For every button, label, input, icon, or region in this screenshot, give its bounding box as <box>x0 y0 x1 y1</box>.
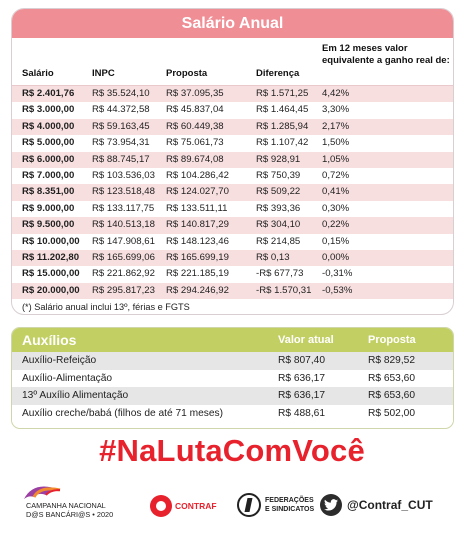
table-cell: R$ 37.095,35 <box>166 88 224 99</box>
table-row <box>12 250 453 266</box>
salary-table-card <box>11 8 454 315</box>
table-row <box>12 152 453 168</box>
twitter-icon <box>320 494 342 516</box>
table-cell: Auxílio-Refeição <box>22 355 97 366</box>
table-cell: R$ 502,00 <box>368 407 416 419</box>
table-cell: 0,00% <box>322 251 350 263</box>
table-cell: 1,05% <box>322 153 350 165</box>
table-cell: R$ 928,91 <box>256 153 301 165</box>
table-row <box>12 405 453 423</box>
table-cell: 0,22% <box>322 219 350 231</box>
salary-table-header <box>12 38 453 85</box>
table-cell: -0,53% <box>322 284 353 296</box>
table-cell: R$ 8.351,00 <box>22 186 75 198</box>
table-cell: R$ 9.500,00 <box>22 219 75 231</box>
table-cell: R$ 2.401,76 <box>22 88 75 99</box>
header-diferenca: Diferença <box>256 68 300 79</box>
umbrella-icon <box>20 482 70 502</box>
table-cell: R$ 123.518,48 <box>92 186 155 198</box>
table-row <box>12 168 453 184</box>
table-cell: R$ 9.000,00 <box>22 202 75 214</box>
table-cell: 0,15% <box>322 235 350 247</box>
table-cell: 0,41% <box>322 186 350 198</box>
table-cell: 0,72% <box>322 169 350 181</box>
table-cell: R$ 140.513,18 <box>92 219 155 231</box>
table-cell: 4,42% <box>322 88 350 99</box>
contraf-logo: CONTRAF <box>150 494 217 518</box>
salary-footnote: (*) Salário anual inclui 13º, férias e FGTS <box>22 302 190 313</box>
table-cell: R$ 165.699,19 <box>166 251 229 263</box>
campanha-logo <box>20 482 138 528</box>
table-row <box>12 102 453 118</box>
table-cell: R$ 148.123,46 <box>166 235 229 247</box>
table-cell: R$ 1.571,25 <box>256 88 309 99</box>
table-row <box>12 234 453 250</box>
hashtag-slogan: #NaLutaComVocê <box>99 433 365 468</box>
table-cell: -R$ 677,73 <box>256 268 304 280</box>
table-row <box>12 135 453 151</box>
table-cell: R$ 829,52 <box>368 355 416 366</box>
table-cell: R$ 0,13 <box>256 251 290 263</box>
table-cell: R$ 3.000,00 <box>22 104 75 116</box>
table-cell: R$ 6.000,00 <box>22 153 75 165</box>
table-cell: R$ 5.000,00 <box>22 137 75 149</box>
auxilios-table-body <box>12 352 453 422</box>
table-cell: 3,30% <box>322 104 350 116</box>
header-proposta: Proposta <box>368 334 416 346</box>
table-row <box>12 387 453 405</box>
table-cell: R$ 393,36 <box>256 202 301 214</box>
federacoes-logo: FEDERAÇÕES E SINDICATOS <box>237 493 314 517</box>
table-cell: R$ 214,85 <box>256 235 301 247</box>
table-cell: Auxílio creche/babá (filhos de até 71 meses) <box>22 407 224 419</box>
table-cell: 0,30% <box>322 202 350 214</box>
salary-table-body <box>12 85 453 299</box>
header-inpc: INPC <box>92 68 115 79</box>
table-cell: R$ 35.524,10 <box>92 88 150 99</box>
table-cell: 1,50% <box>322 137 350 149</box>
table-cell: R$ 221.862,92 <box>92 268 155 280</box>
table-cell: R$ 7.000,00 <box>22 169 75 181</box>
auxilios-title: Auxílios <box>22 332 77 348</box>
table-cell: R$ 140.817,29 <box>166 219 229 231</box>
table-cell: R$ 133.117,75 <box>92 202 155 214</box>
table-cell: R$ 124.027,70 <box>166 186 229 198</box>
table-cell: R$ 653,60 <box>368 390 416 402</box>
table-cell: R$ 59.163,45 <box>92 120 150 132</box>
table-cell: R$ 636,17 <box>278 390 326 402</box>
table-cell: -R$ 1.570,31 <box>256 284 312 296</box>
auxilios-table-header <box>12 328 453 352</box>
federacoes-mark-icon <box>237 493 261 517</box>
table-cell: R$ 294.246,92 <box>166 284 229 296</box>
table-cell: 2,17% <box>322 120 350 132</box>
table-cell: R$ 73.954,31 <box>92 137 150 149</box>
table-cell: 13º Auxílio Alimentação <box>22 390 129 402</box>
table-cell: R$ 165.699,06 <box>92 251 155 263</box>
table-cell: R$ 304,10 <box>256 219 301 231</box>
twitter-handle[interactable]: @Contraf_CUT <box>320 494 433 516</box>
header-proposta: Proposta <box>166 68 208 79</box>
table-cell: R$ 20.000,00 <box>22 284 80 296</box>
table-cell: R$ 133.511,11 <box>166 202 228 214</box>
header-valor-atual: Valor atual <box>278 334 334 346</box>
table-cell: R$ 1.107,42 <box>256 137 309 149</box>
table-cell: R$ 104.286,42 <box>166 169 229 181</box>
table-cell: R$ 509,22 <box>256 186 301 198</box>
table-row <box>12 266 453 282</box>
table-cell: R$ 807,40 <box>278 355 326 366</box>
table-cell: R$ 88.745,17 <box>92 153 150 165</box>
table-cell: R$ 636,17 <box>278 372 326 384</box>
salary-table-title: Salário Anual <box>12 9 453 38</box>
table-row <box>12 201 453 217</box>
table-row <box>12 86 453 102</box>
campanha-text: CAMPANHA NACIONAL D@S BANCÁRI@S • 2020 <box>26 501 114 519</box>
table-cell: R$ 750,39 <box>256 169 301 181</box>
contraf-mark-icon <box>150 495 172 517</box>
table-row <box>12 119 453 135</box>
table-cell: R$ 15.000,00 <box>22 268 80 280</box>
table-row <box>12 352 453 370</box>
table-cell: R$ 44.372,58 <box>92 104 150 116</box>
header-ganho-real: Em 12 meses valor equivalente a ganho real de: <box>322 43 450 66</box>
table-row <box>12 370 453 388</box>
table-cell: R$ 60.449,38 <box>166 120 224 132</box>
table-cell: R$ 1.464,45 <box>256 104 309 116</box>
table-cell: R$ 4.000,00 <box>22 120 75 132</box>
header-salario: Salário <box>22 68 54 79</box>
table-cell: R$ 147.908,61 <box>92 235 155 247</box>
table-cell: R$ 45.837,04 <box>166 104 224 116</box>
table-cell: R$ 488,61 <box>278 407 326 419</box>
table-cell: R$ 11.202,80 <box>22 251 80 263</box>
footer-logos <box>0 478 464 534</box>
table-cell: R$ 1.285,94 <box>256 120 309 132</box>
table-cell: R$ 89.674,08 <box>166 153 224 165</box>
table-cell: R$ 221.185,19 <box>166 268 229 280</box>
table-cell: Auxílio-Alimentação <box>22 372 113 384</box>
table-cell: -0,31% <box>322 268 353 280</box>
table-cell: R$ 653,60 <box>368 372 416 384</box>
table-row <box>12 283 453 299</box>
table-cell: R$ 103.536,03 <box>92 169 155 181</box>
auxilios-table-card <box>11 327 454 429</box>
table-row <box>12 217 453 233</box>
table-cell: R$ 10.000,00 <box>22 235 80 247</box>
table-cell: R$ 295.817,23 <box>92 284 155 296</box>
table-cell: R$ 75.061,73 <box>166 137 224 149</box>
table-row <box>12 184 453 200</box>
